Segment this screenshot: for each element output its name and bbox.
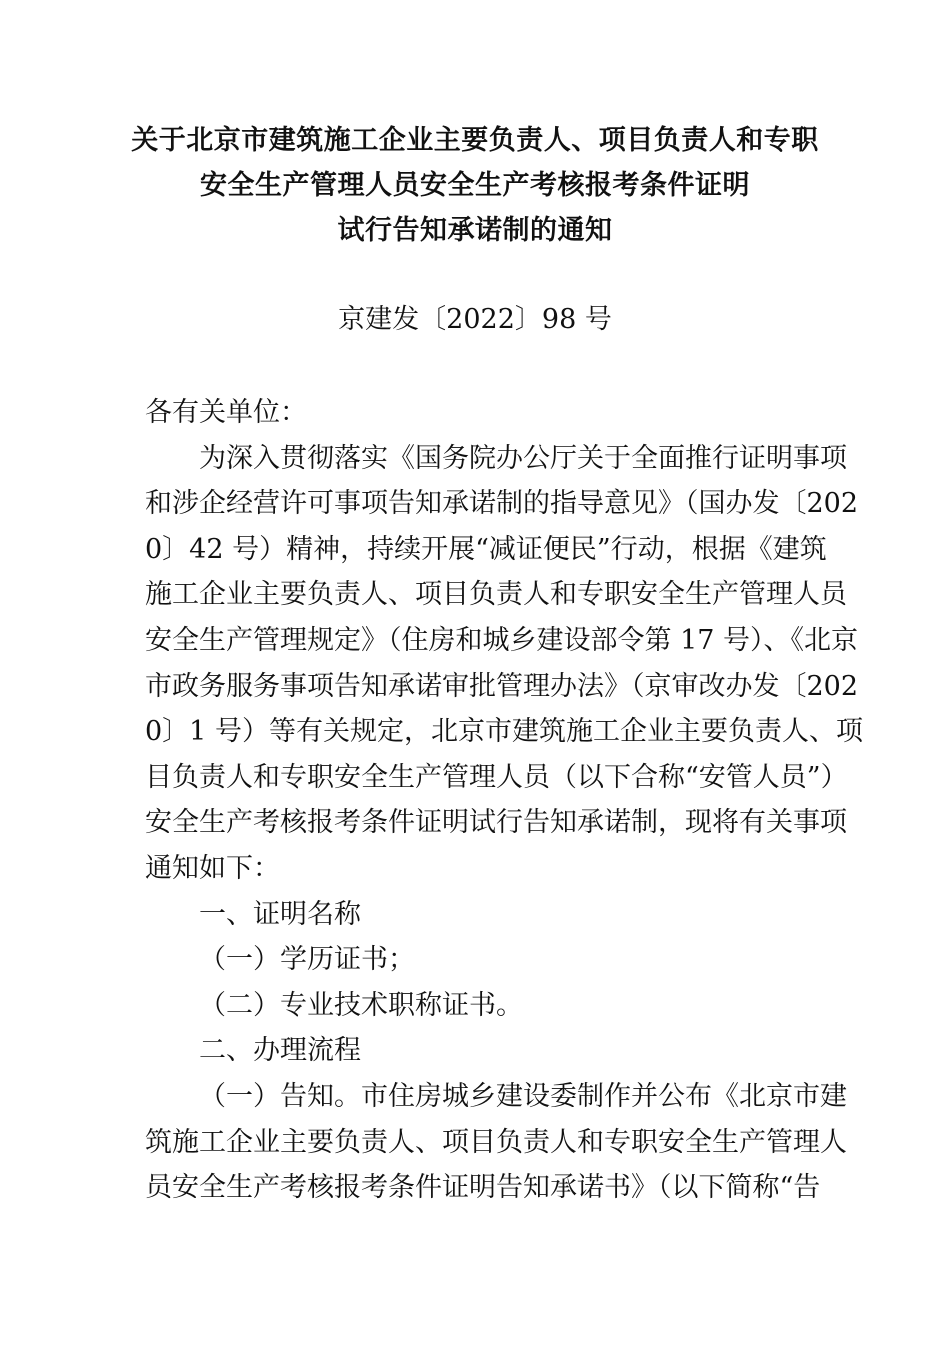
document-title [0, 118, 950, 253]
body-line: 和涉企经营许可事项告知承诺制的指导意见》（国办发〔202 [145, 488, 859, 520]
section-heading-2: 二、办理流程 [199, 1035, 361, 1067]
body-line: 员安全生产考核报考条件证明告知承诺书》（以下简称“告 [145, 1172, 821, 1204]
body-line: 0〕42 号）精神，持续开展“减证便民”行动，根据《建筑 [145, 533, 827, 565]
body-line: 安全生产考核报考条件证明试行告知承诺制，现将有关事项 [145, 807, 847, 839]
body-line: 为深入贯彻落实《国务院办公厅关于全面推行证明事项 [199, 442, 847, 474]
body-line: 筑施工企业主要负责人、项目负责人和专职安全生产管理人 [145, 1126, 847, 1158]
document-body [145, 390, 863, 1211]
body-line: 通知如下： [145, 852, 280, 884]
section-heading-1: 一、证明名称 [199, 898, 361, 930]
body-line: （一）告知。市住房城乡建设委制作并公布《北京市建 [199, 1080, 847, 1112]
title-line-1: 关于北京市建筑施工企业主要负责人、项目负责人和专职 [131, 125, 819, 156]
document-number: 京建发〔2022〕98 号 [338, 304, 612, 335]
body-line: 安全生产管理规定》（住房和城乡建设部令第 17 号）、《北京 [145, 624, 859, 656]
salutation: 各有关单位： [145, 397, 307, 428]
body-line: 施工企业主要负责人、项目负责人和专职安全生产管理人员 [145, 579, 847, 611]
list-item: （二）专业技术职称证书。 [199, 989, 523, 1021]
body-line: 目负责人和专职安全生产管理人员（以下合称“安管人员”） [145, 761, 848, 793]
title-line-3: 试行告知承诺制的通知 [337, 215, 613, 246]
title-line-2: 安全生产管理人员安全生产考核报考条件证明 [200, 170, 750, 201]
body-line: 0〕1 号）等有关规定，北京市建筑施工企业主要负责人、项 [145, 716, 863, 748]
body-line: 市政务服务事项告知承诺审批管理办法》（京审改办发〔202 [145, 670, 859, 702]
list-item: （一）学历证书； [199, 944, 415, 976]
